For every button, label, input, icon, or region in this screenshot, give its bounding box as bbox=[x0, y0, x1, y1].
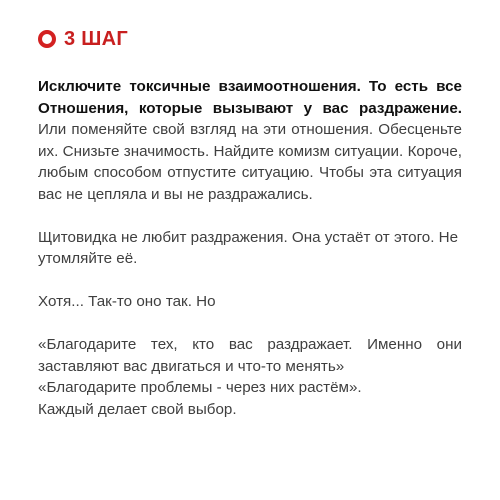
paragraph-however: Хотя... Так-то оно так. Но bbox=[38, 293, 216, 310]
paragraph-bold-lead: Исключите токсичные взаимоотношения. То есть все Отношения, которые вызывают у вас раздражение. bbox=[38, 78, 462, 117]
red-ring-icon bbox=[38, 30, 56, 48]
quote-line-gratitude-irritants: «Благодарите тех, кто вас раздражает. Именно они заставляют вас двигаться и что-то менять» bbox=[38, 336, 462, 375]
quote-line-gratitude-problems: «Благодарите проблемы - через них растём». bbox=[38, 379, 362, 396]
step-title: 3 ШАГ bbox=[64, 28, 129, 50]
article-body bbox=[38, 76, 462, 420]
paragraph-thyroid: Щитовидка не любит раздражения. Она устаёт от этого. Не утомляйте её. bbox=[38, 228, 459, 267]
paragraph-body-text: Или поменяйте свой взгляд на эти отношения. Обесценьте их. Снизьте значимость. Найдите комизм ситуации. Короче, любым способом отпустите ситуацию. Чтобы эта ситуация вас не цепляла и вы не раздражались. bbox=[38, 121, 462, 203]
quote-block bbox=[38, 334, 462, 420]
step-header bbox=[38, 27, 128, 51]
closing-line: Каждый делает свой выбор. bbox=[38, 400, 237, 418]
paragraph-toxic-relationships bbox=[38, 76, 462, 205]
